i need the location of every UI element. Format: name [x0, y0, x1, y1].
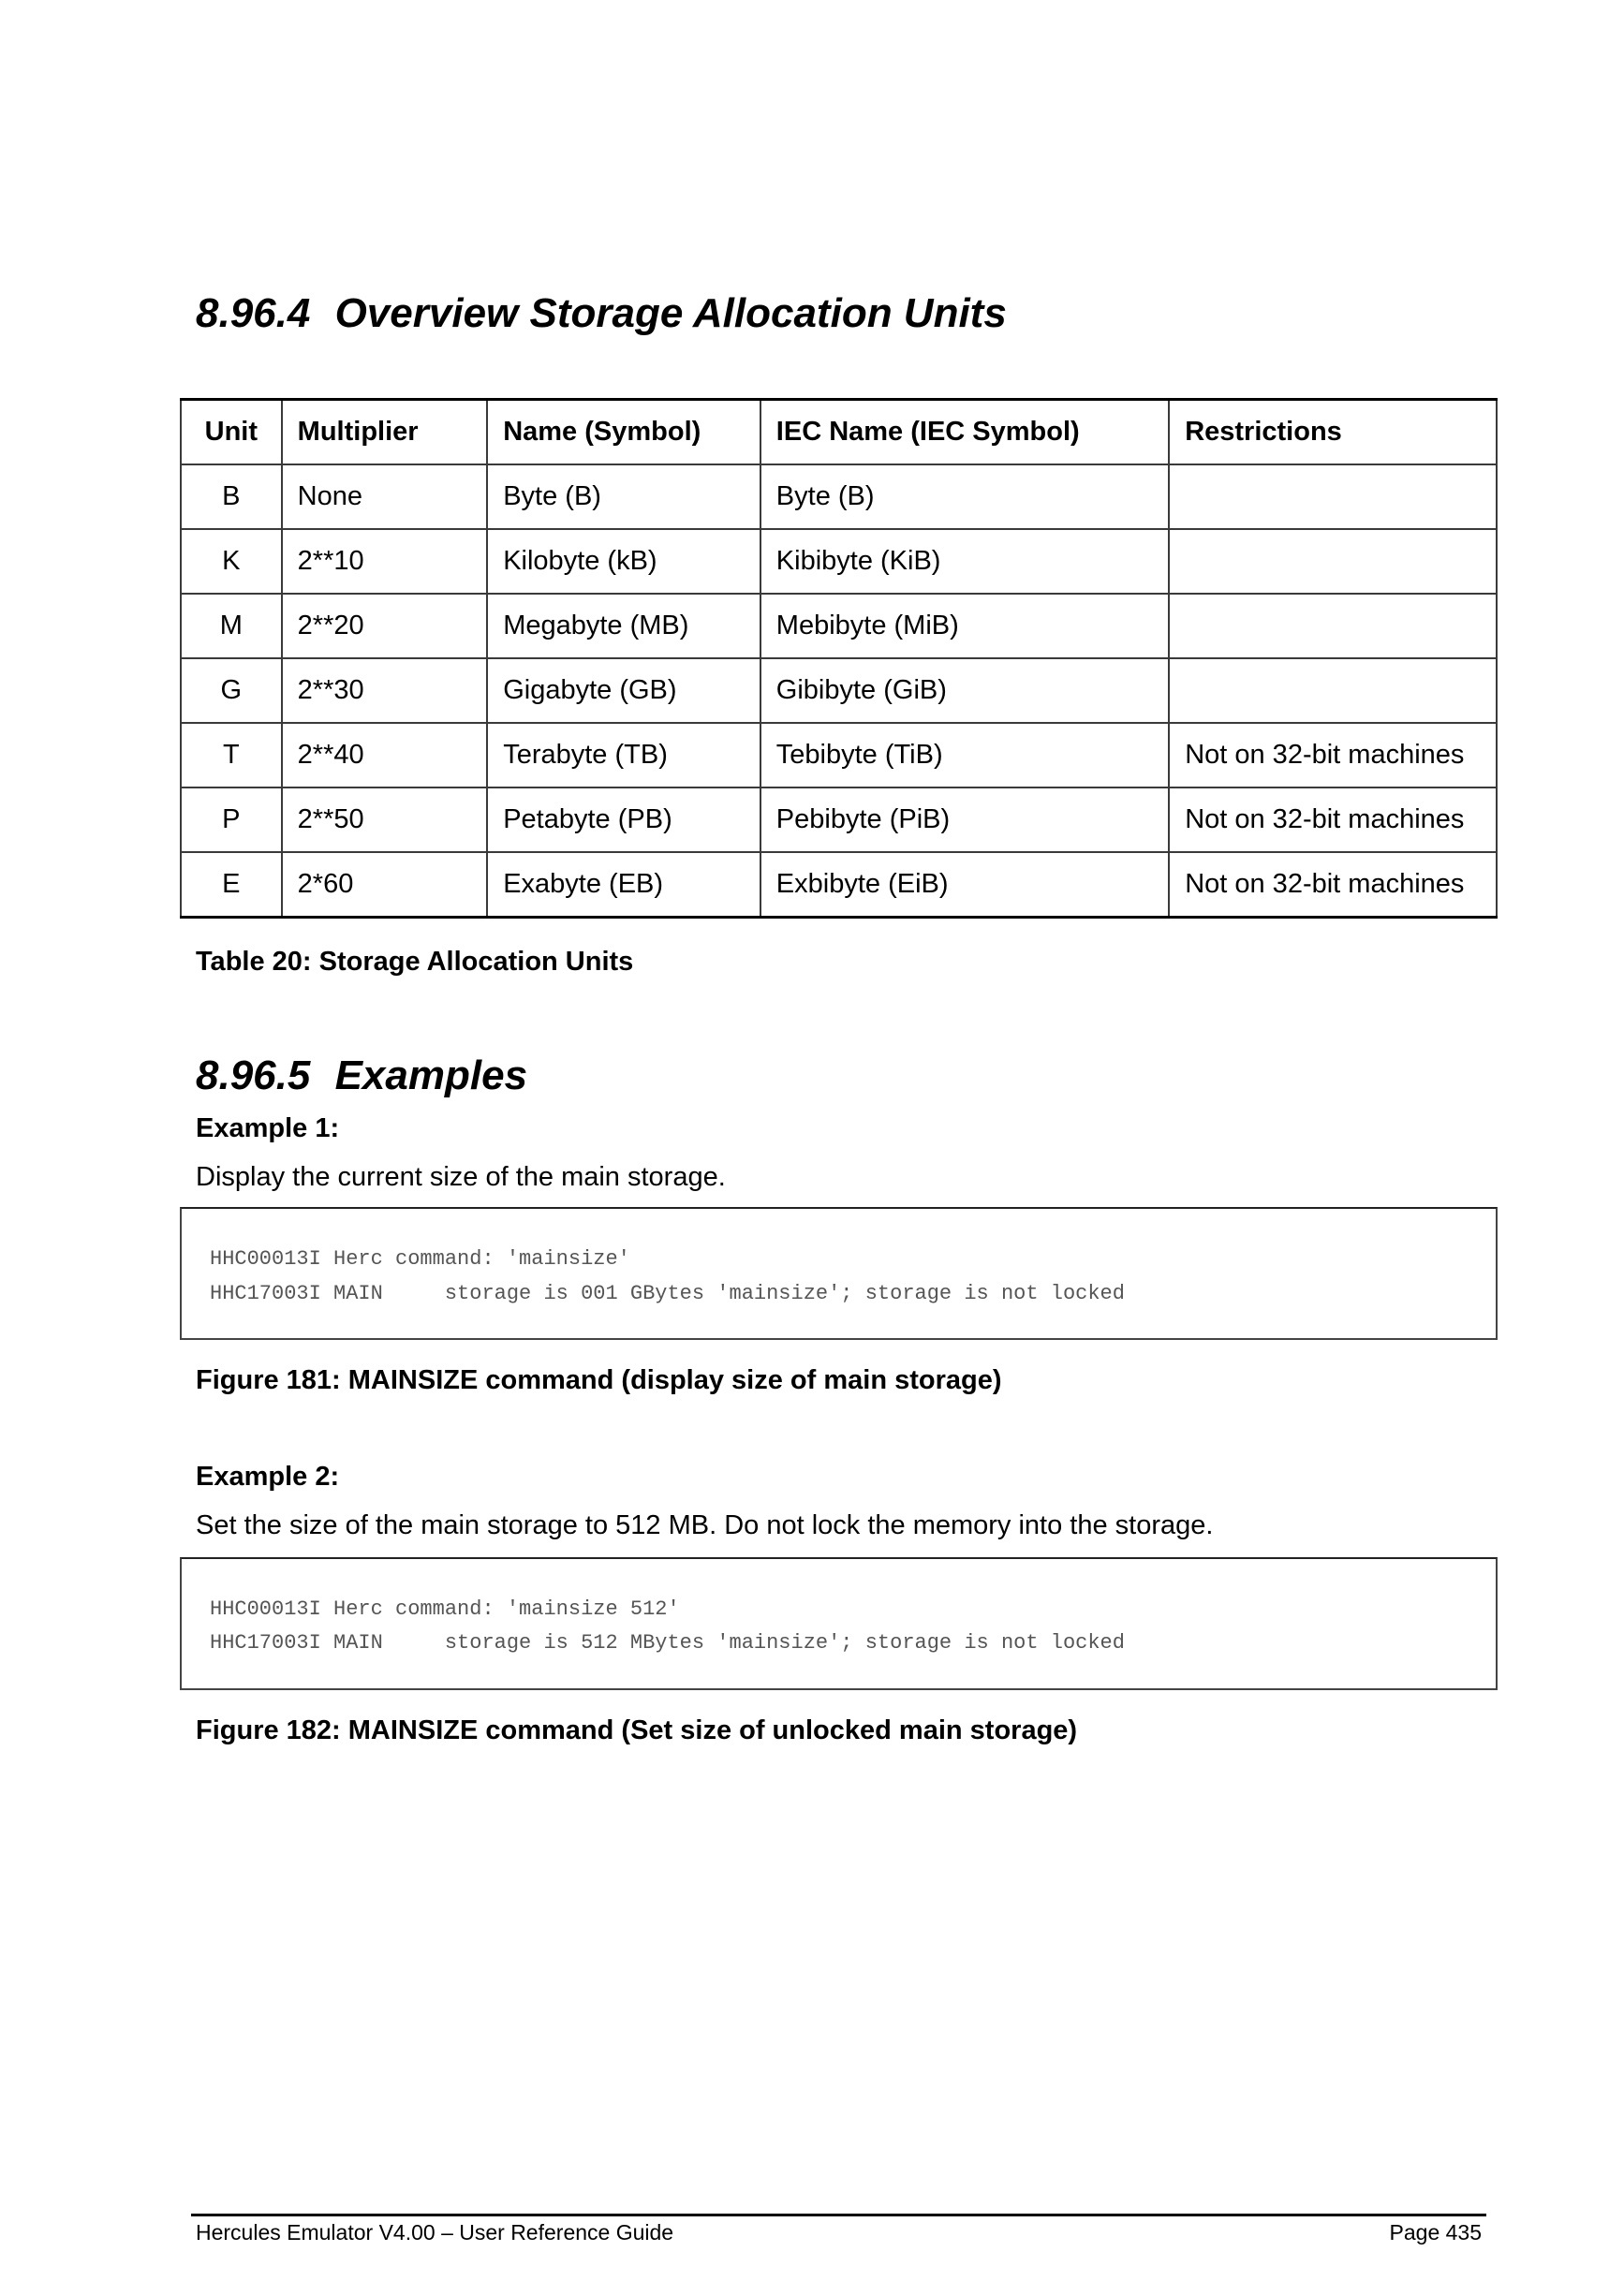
cell-iec-name: Gibibyte (GiB)	[760, 658, 1169, 723]
header-multiplier: Multiplier	[282, 400, 488, 465]
cell-multiplier: 2**20	[282, 594, 488, 658]
cell-name: Gigabyte (GB)	[487, 658, 760, 723]
cell-multiplier: 2**50	[282, 787, 488, 852]
header-unit: Unit	[181, 400, 282, 465]
code-line: HHC00013I Herc command: 'mainsize'	[210, 1247, 630, 1271]
table-row	[181, 852, 1497, 918]
cell-iec-name: Tebibyte (TiB)	[760, 723, 1169, 787]
cell-name: Petabyte (PB)	[487, 787, 760, 852]
cell-iec-name: Byte (B)	[760, 464, 1169, 529]
section-heading-examples	[196, 1052, 528, 1098]
cell-multiplier: 2**40	[282, 723, 488, 787]
storage-units-table	[180, 398, 1498, 919]
cell-name: Kilobyte (kB)	[487, 529, 760, 594]
code-line: HHC17003I MAIN storage is 001 GBytes 'mainsize'; storage is not locked	[210, 1282, 1125, 1305]
footer-divider	[191, 2214, 1486, 2216]
table-row	[181, 464, 1497, 529]
example-1-label: Example 1:	[196, 1113, 340, 1143]
example-2-description: Set the size of the main storage to 512 MB. Do not lock the memory into the storage.	[196, 1510, 1214, 1540]
cell-unit: E	[181, 852, 282, 918]
footer-page-number: Page 435	[1389, 2220, 1482, 2244]
cell-unit: P	[181, 787, 282, 852]
section-title: Examples	[334, 1052, 528, 1098]
example-2-label: Example 2:	[196, 1462, 340, 1492]
section-heading-overview	[196, 290, 1007, 336]
section-title: Overview Storage Allocation Units	[334, 290, 1007, 336]
table-row	[181, 594, 1497, 658]
cell-iec-name: Exbibyte (EiB)	[760, 852, 1169, 918]
header-restrictions: Restrictions	[1169, 400, 1497, 465]
cell-restrictions	[1169, 658, 1497, 723]
cell-restrictions	[1169, 594, 1497, 658]
cell-unit: T	[181, 723, 282, 787]
figure-181-caption: Figure 181: MAINSIZE command (display size of main storage)	[196, 1365, 1002, 1395]
cell-multiplier: None	[282, 464, 488, 529]
cell-restrictions: Not on 32-bit machines	[1169, 852, 1497, 918]
table-row	[181, 658, 1497, 723]
cell-multiplier: 2*60	[282, 852, 488, 918]
cell-name: Byte (B)	[487, 464, 760, 529]
figure-182-caption: Figure 182: MAINSIZE command (Set size of unlocked main storage)	[196, 1715, 1078, 1745]
cell-restrictions: Not on 32-bit machines	[1169, 723, 1497, 787]
table-header-row	[181, 400, 1497, 465]
table-row	[181, 787, 1497, 852]
cell-restrictions	[1169, 529, 1497, 594]
cell-restrictions	[1169, 464, 1497, 529]
section-number: 8.96.5	[196, 1052, 311, 1098]
table-row	[181, 723, 1497, 787]
cell-multiplier: 2**30	[282, 658, 488, 723]
footer-document-title: Hercules Emulator V4.00 – User Reference Guide	[196, 2220, 674, 2244]
cell-unit: M	[181, 594, 282, 658]
example-1-code-block	[180, 1207, 1498, 1340]
code-line: HHC17003I MAIN storage is 512 MBytes 'mainsize'; storage is not locked	[210, 1631, 1125, 1655]
cell-unit: K	[181, 529, 282, 594]
cell-name: Exabyte (EB)	[487, 852, 760, 918]
example-1-description: Display the current size of the main storage.	[196, 1162, 726, 1192]
example-2-code-block	[180, 1557, 1498, 1690]
cell-restrictions: Not on 32-bit machines	[1169, 787, 1497, 852]
cell-name: Terabyte (TB)	[487, 723, 760, 787]
header-iec-name: IEC Name (IEC Symbol)	[760, 400, 1169, 465]
cell-unit: B	[181, 464, 282, 529]
cell-name: Megabyte (MB)	[487, 594, 760, 658]
cell-iec-name: Pebibyte (PiB)	[760, 787, 1169, 852]
code-line: HHC00013I Herc command: 'mainsize 512'	[210, 1597, 680, 1621]
cell-multiplier: 2**10	[282, 529, 488, 594]
section-number: 8.96.4	[196, 290, 311, 336]
header-name-symbol: Name (Symbol)	[487, 400, 760, 465]
table-caption: Table 20: Storage Allocation Units	[196, 947, 634, 977]
cell-iec-name: Kibibyte (KiB)	[760, 529, 1169, 594]
cell-unit: G	[181, 658, 282, 723]
cell-iec-name: Mebibyte (MiB)	[760, 594, 1169, 658]
table-row	[181, 529, 1497, 594]
